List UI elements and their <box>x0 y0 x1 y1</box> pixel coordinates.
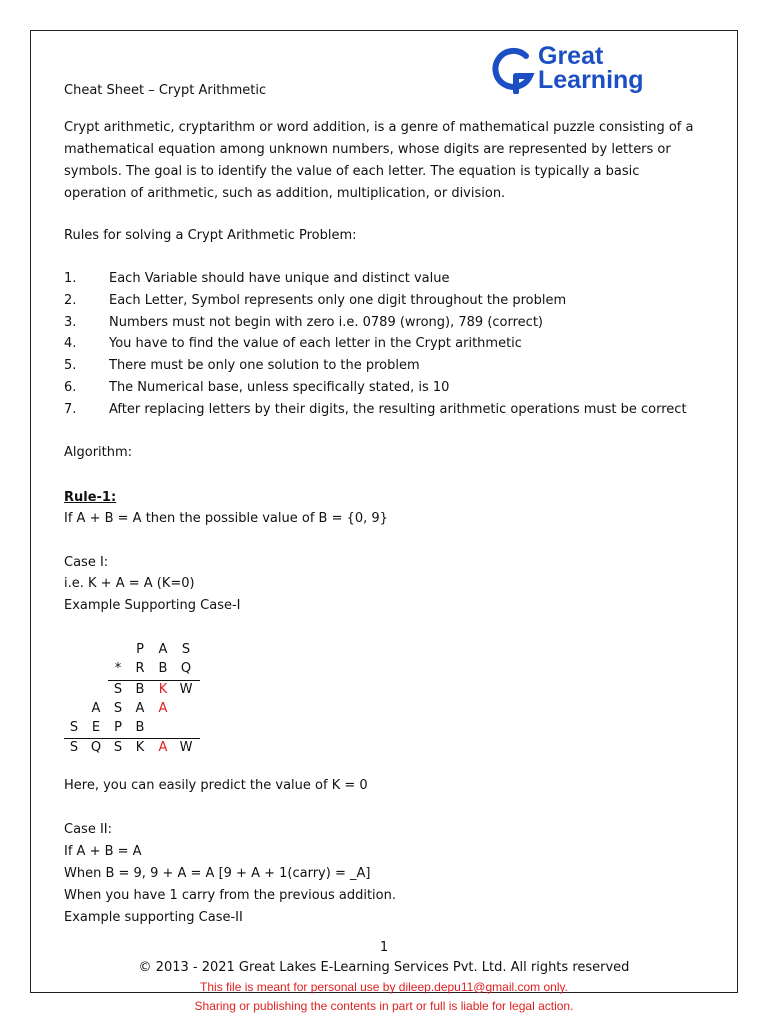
copyright-notice: © 2013 - 2021 Great Lakes E-Learning Services Pvt. Ltd. All rights reserved <box>138 960 630 975</box>
digit-cell: S <box>113 701 123 716</box>
intro-paragraph: Crypt arithmetic, cryptarithm or word addition, is a genre of mathematical puzzle consisting of a mathematical equation among unknown numbers, whose digits are represented by letters or symbols. The goal is to identify the value of each letter. The equation is typically a basic operation of arithmetic, such as addition, multiplication, or division. <box>64 120 694 201</box>
case2-heading: Case II: <box>64 822 112 837</box>
digit-cell: K <box>135 740 145 755</box>
digit-cell: B <box>135 682 145 697</box>
list-item <box>64 268 724 290</box>
digit-cell: S <box>113 740 123 755</box>
digit-cell: S <box>69 740 79 755</box>
rule1-statement: If A + B = A then the possible value of B = {0, 9} <box>64 511 388 526</box>
logo-text <box>538 44 644 92</box>
list-text: There must be only one solution to the problem <box>109 358 420 374</box>
list-number: 2. <box>64 292 77 308</box>
list-number: 7. <box>64 401 77 417</box>
operator-cell: * <box>114 661 122 676</box>
page-title: Cheat Sheet – Crypt Arithmetic <box>64 83 267 98</box>
case1-heading: Case I: <box>64 555 109 570</box>
digit-cell: A <box>91 701 101 716</box>
list-text: Each Letter, Symbol represents only one digit throughout the problem <box>109 292 567 308</box>
list-number: 5. <box>64 358 77 374</box>
logo-line2: Learning <box>538 66 644 94</box>
rules-heading: Rules for solving a Crypt Arithmetic Problem: <box>64 228 357 243</box>
list-number: 6. <box>64 379 77 395</box>
digit-cell: S <box>69 720 79 735</box>
list-item <box>64 312 724 334</box>
list-text: You have to find the value of each letter in the Crypt arithmetic <box>109 336 522 352</box>
great-learning-logo <box>492 44 662 100</box>
digit-cell: E <box>91 720 101 735</box>
list-item <box>64 333 724 355</box>
digit-cell: S <box>181 642 191 657</box>
list-item <box>64 290 724 312</box>
list-number: 4. <box>64 336 77 352</box>
personal-use-notice: This file is meant for personal use by dileep.depu11@gmail.com only. <box>200 980 568 994</box>
digit-cell: P <box>136 642 144 657</box>
digit-cell: A <box>158 642 168 657</box>
list-text: Each Variable should have unique and distinct value <box>109 271 450 286</box>
list-text: Numbers must not begin with zero i.e. 0789 (wrong), 789 (correct) <box>109 314 543 330</box>
list-text: The Numerical base, unless specifically stated, is 10 <box>109 379 450 395</box>
list-text: After replacing letters by their digits, the resulting arithmetic operations must be correct <box>109 401 687 417</box>
case1-line1: i.e. K + A = A (K=0) <box>64 576 195 591</box>
rule1-heading: Rule-1: <box>64 490 117 505</box>
digit-cell: A <box>135 701 145 716</box>
digit-cell: B <box>158 661 168 676</box>
digit-cell: R <box>135 661 145 676</box>
list-number: 3. <box>64 314 77 330</box>
page-number: 1 <box>379 940 389 955</box>
digit-cell: P <box>114 720 122 735</box>
digit-cell: W <box>179 682 193 697</box>
case2-line3: When you have 1 carry from the previous addition. <box>64 888 396 903</box>
digit-cell: Q <box>180 661 192 676</box>
logo-line1: Great <box>538 42 604 70</box>
case2-line2: When B = 9, 9 + A = A [9 + A + 1(carry) = _A] <box>64 866 371 881</box>
digit-cell: B <box>135 720 145 735</box>
digit-cell: S <box>113 682 123 697</box>
algorithm-heading: Algorithm: <box>64 445 133 460</box>
highlighted-digit-cell: A <box>158 701 168 716</box>
digit-cell: Q <box>90 740 102 755</box>
list-item <box>64 377 724 399</box>
list-item <box>64 399 724 421</box>
rules-list <box>64 268 724 421</box>
list-item <box>64 355 724 377</box>
great-learning-g-icon <box>492 44 538 94</box>
case1-line2: Example Supporting Case-I <box>64 598 241 613</box>
case2-line1: If A + B = A <box>64 844 142 859</box>
highlighted-digit-cell: K <box>158 682 168 697</box>
legal-notice: Sharing or publishing the contents in part or full is liable for legal action. <box>194 999 574 1013</box>
highlighted-digit-cell: A <box>158 740 168 755</box>
digit-cell: W <box>179 740 193 755</box>
case1-conclusion: Here, you can easily predict the value of K = 0 <box>64 778 368 793</box>
list-number: 1. <box>64 271 77 286</box>
case2-line4: Example supporting Case-II <box>64 910 243 925</box>
